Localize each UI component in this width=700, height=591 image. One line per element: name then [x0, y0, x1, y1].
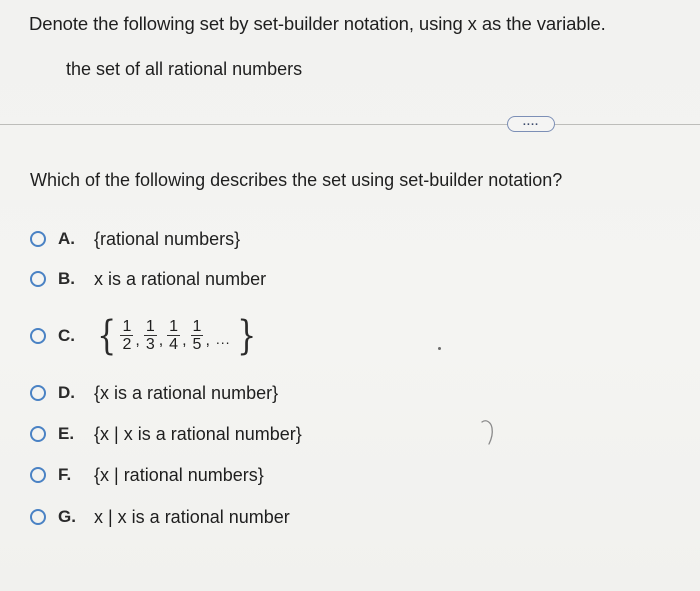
- divider: [0, 124, 700, 125]
- radio-button-b[interactable]: [30, 271, 46, 287]
- radio-button-c[interactable]: [30, 328, 46, 344]
- pen-mark-icon: [478, 414, 500, 448]
- fraction-set: [94, 313, 259, 359]
- fraction: [191, 318, 204, 354]
- choice-letter-e: E.: [58, 424, 75, 443]
- more-button[interactable]: ....: [507, 116, 555, 132]
- choice-letter-f: F.: [58, 465, 72, 484]
- choice-letter-a: A.: [58, 229, 75, 248]
- left-brace: {: [97, 313, 117, 359]
- choice-e[interactable]: [30, 420, 302, 448]
- fraction: [120, 318, 133, 354]
- radio-button-a[interactable]: [30, 231, 46, 247]
- fraction-denominator: 5: [192, 336, 202, 353]
- fraction-numerator: 1: [192, 318, 202, 335]
- choice-c[interactable]: [30, 313, 259, 359]
- choice-letter-c: C.: [58, 326, 75, 345]
- fraction-separator: ,: [182, 332, 187, 349]
- fraction-denominator: 2: [122, 336, 132, 353]
- fraction-denominator: 4: [169, 336, 179, 353]
- fraction-ellipsis: ...: [215, 331, 231, 347]
- instruction-text: Which of the following describes the set using set-builder notation?: [30, 170, 563, 190]
- radio-button-d[interactable]: [30, 385, 46, 401]
- choice-text-d: {x is a rational number}: [94, 382, 279, 403]
- choice-a[interactable]: [30, 225, 240, 253]
- fraction-numerator: 1: [169, 318, 179, 335]
- fraction-separator: ,: [158, 332, 164, 349]
- choice-d[interactable]: [30, 379, 278, 407]
- question-title: Denote the following set by set-builder notation, using x as the variable.: [29, 13, 606, 34]
- choice-text-g: x | x is a rational number: [94, 506, 290, 527]
- stray-dot: [438, 347, 441, 350]
- choice-b[interactable]: [30, 265, 266, 293]
- radio-button-f[interactable]: [30, 467, 46, 483]
- fraction: [144, 318, 157, 354]
- fraction-denominator: 3: [145, 336, 155, 353]
- fraction-numerator: 1: [145, 318, 155, 335]
- question-prompt: the set of all rational numbers: [66, 59, 303, 79]
- radio-button-e[interactable]: [30, 426, 46, 442]
- fraction-separator: ,: [135, 332, 140, 349]
- choice-letter-b: B.: [58, 269, 75, 288]
- choice-text-a: {rational numbers}: [94, 228, 241, 249]
- fraction: [167, 318, 180, 354]
- choice-letter-g: G.: [58, 507, 76, 526]
- choice-f[interactable]: [30, 461, 264, 489]
- radio-button-g[interactable]: [30, 509, 46, 525]
- right-brace: }: [236, 313, 256, 359]
- fraction-separator: ,: [205, 332, 210, 349]
- choice-text-b: x is a rational number: [94, 268, 267, 289]
- choice-text-e: {x | x is a rational number}: [94, 423, 302, 444]
- choice-letter-d: D.: [58, 383, 75, 402]
- choice-text-f: {x | rational numbers}: [94, 464, 264, 485]
- choice-g[interactable]: [30, 503, 290, 531]
- fraction-numerator: 1: [122, 318, 132, 335]
